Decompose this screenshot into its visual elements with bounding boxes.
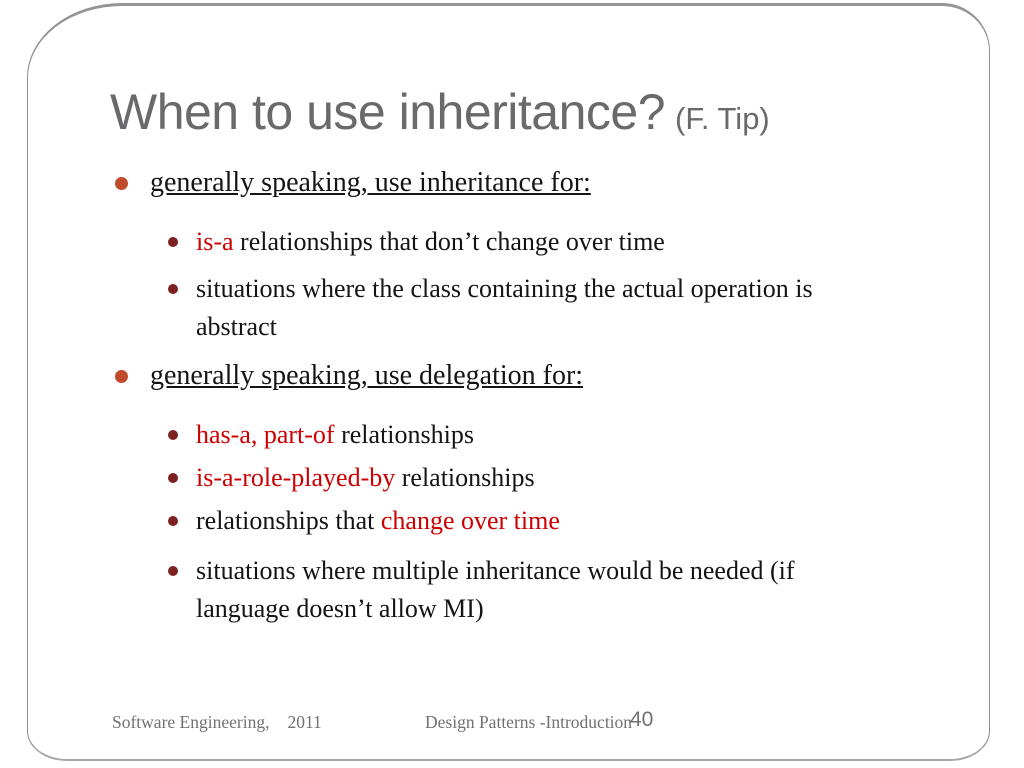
sub-bullet-item-abstract: [112, 270, 952, 346]
sub-bullet-item-has-a: [112, 416, 952, 454]
slide-page-number: 40: [630, 708, 654, 731]
sub-bullet-text: [196, 502, 560, 540]
sub-bullet-item-is-a: [112, 223, 952, 261]
footer-course: [112, 712, 322, 733]
bullet-item-delegation-heading: [112, 356, 952, 396]
plain-text: relationships: [334, 420, 474, 449]
footer-year: 2011: [287, 712, 322, 732]
highlighted-term: has-a, part-of: [196, 420, 335, 449]
plain-text: situations where multiple inheritance would be needed (if: [196, 556, 795, 585]
sub-bullet-text: [196, 416, 474, 454]
sub-bullet-text: [196, 459, 535, 497]
sub-bullet-item-multiple-inheritance: [112, 552, 952, 628]
bullet-icon: [115, 370, 128, 383]
sub-bullet-item-change-over-time: [112, 502, 952, 540]
sub-bullet-text: [196, 270, 813, 346]
slide-body: [112, 163, 952, 628]
sub-bullet-icon: [168, 473, 178, 483]
sub-bullet-icon: [168, 284, 178, 294]
sub-bullet-icon: [168, 237, 178, 247]
footer-deck-title: Design Patterns -Introduction: [425, 712, 633, 732]
bullet-heading-text: generally speaking, use inheritance for:: [150, 167, 591, 198]
bullet-icon: [115, 177, 128, 190]
plain-text: abstract: [196, 312, 277, 341]
bullet-heading-text: generally speaking, use delegation for:: [150, 360, 584, 391]
sub-bullet-text: [196, 552, 795, 628]
plain-text: situations where the class containing the actual operation is: [196, 274, 813, 303]
sub-bullet-icon: [168, 430, 178, 440]
plain-text: language doesn’t allow MI): [196, 594, 484, 623]
bullet-item-inheritance-heading: [112, 163, 952, 203]
highlighted-term: change over time: [380, 506, 560, 535]
highlighted-term: is-a-role-played-by: [196, 463, 396, 492]
slide-title-attribution: (F. Tip): [675, 101, 770, 136]
plain-text: relationships that: [196, 506, 381, 535]
plain-text: relationships: [395, 463, 535, 492]
slide-title: [110, 84, 770, 147]
plain-text: relationships that don’t change over time: [233, 227, 665, 256]
footer-course-name: Software Engineering,: [112, 712, 270, 732]
slide-title-text: When to use inheritance?: [110, 84, 666, 140]
highlighted-term: is-a: [196, 227, 234, 256]
sub-bullet-item-role-played-by: [112, 459, 952, 497]
sub-bullet-icon: [168, 566, 178, 576]
sub-bullet-icon: [168, 516, 178, 526]
sub-bullet-text: [196, 223, 665, 261]
